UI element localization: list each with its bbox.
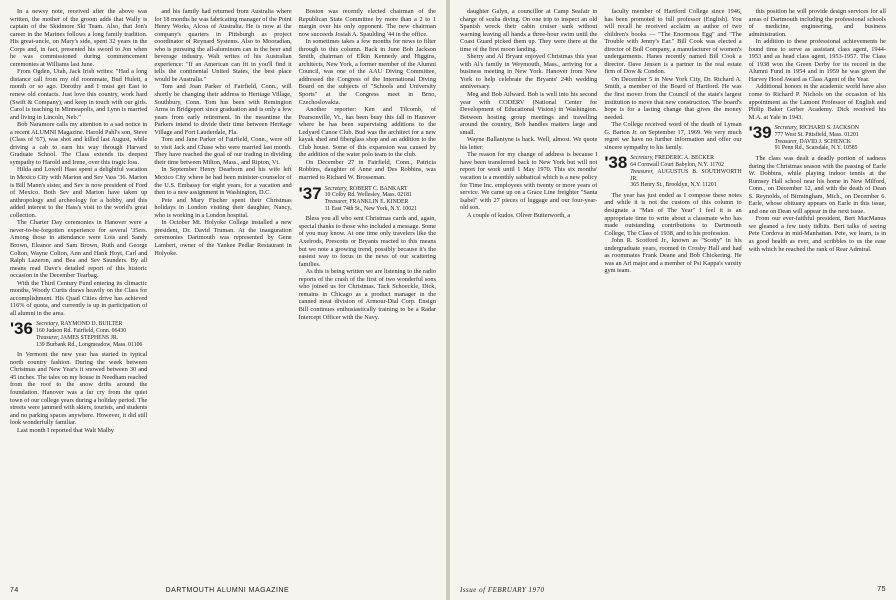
paragraph: The Charter Day ceremonies in Hanover were a never-to-be-forgotten experience for several '35ers. Among those in attendance were Lois and Sandy Brown, Eleanor and Sam Brown, Ruth and George Colton, Wayne Colton, Ann and Hank Hoyt, Carl and Ralph Lazeron, and Bea and Sev Saunders. By all means read Dave's detailed report of this historic occasion in the December Tearbag.	[10, 219, 148, 280]
paragraph: From our ever-faithful president, Bert MacManus we gleaned a few tasty tidbits. Bert talks of seeing Pete Cordova in mid-Manhattan. Pete, we learn, is in as good health as ever, and scribbles to us the ease with which he reached the rank of Rear Admiral.	[748, 215, 886, 253]
left-column-3	[299, 8, 436, 578]
class-heading-38	[604, 155, 741, 189]
class-officers: Secretary, FREDERIC A. BECKER 64 Cornwall Court Babylon, N.Y. 11702 Treasurer, AUGUSTUS B. SOUTHWORTH JR. 365 Henry St., Brooklyn, N.Y. 11201	[630, 155, 742, 189]
paragraph: A couple of kudos. Oliver Butterworth, a	[467, 211, 571, 219]
paragraph: Last month I reported that Walt Malby	[17, 426, 114, 434]
paragraph: faculty member of Hartford College since 1946, has been promoted to full professor (English). You will recall he received acclaim as author of two children's books — "The Enormous Egg" and "The Trouble with Jenny's Ear." Bill Cook was elected a director of Bull Company, a manufacturer of women's undergarments. Hanes recently named Bill Cook a director. Dave Jensen is a partner in the real estate firm of Dow & Condon.	[604, 8, 742, 76]
paragraph: The class was dealt a deadly portion of sadness during the Christmas season with the passing of Earle W. Dobbins, while playing indoor tennis at the Rumsey Hall school near his home in New Milford, Conn., on December 12, and with the death of Dean S. Reynolds, of Birmingham, Mich., on December 6. Earle, whose obituary appears on Earle in this issue, and one on Dean will appear in the next issue.	[748, 155, 886, 215]
left-columns	[10, 8, 436, 578]
paragraph: In Vermont the new year has started in typical north country fashion. During the week between Christmas and New Year's it snowed between 30 and 45 inches. The tales on my house in Needham reached from the roof to the snow drifts around the foundation. Hanover was a far cry from the quiet town of our college years during a holiday period. The streets were jammed with skiers, tourists, and students and no parking spaces anywhere. However, it did still look wonderfully familiar.	[10, 351, 148, 427]
treasurer-name: FRANKLIN E. KINDER	[349, 198, 409, 205]
paragraph: On December 5 in New York City, Dr. Richard A. Smith, a member of the Board of Hartford. He was the first mover from the Council of the state's largest institution to move that new construction. The board's hope is for a lasting change that gives the money needed.	[604, 75, 742, 121]
right-column-2	[604, 8, 741, 578]
paragraph: In September Henry Dearborn and his wife left Mexico City where he had been minister-counselor of the U.S. Embassy for eight years, for a vacation and then to a new assignment in Washington, D.C.	[154, 166, 292, 197]
right-column-1	[460, 8, 597, 578]
paragraph: Meg and Bob Ailward. Bob is well into his second year with CODERV (National Center for Development of Educational Vision) in Washington. Between hosting group meetings and travelling around the country, Bob handles matters large and small.	[460, 91, 598, 136]
paragraph: John R. Scotford Jr., known as "Scotty" in his undergraduate years, roomed in Crosby Hall and had as roommates Frank Deane and Bob Chickering. He was an Art major and a member of Psi Kappa's varsity gym team.	[604, 237, 742, 275]
paragraph: Additional honors in the academic world have also come to Richard P. Nichols on the occasion of his appointment as the Lamont Professor of English and Philip Baker Gerber Academy. Dick received his M.A. at Yale in 1943.	[748, 83, 886, 121]
treasurer-address: 91 Penn Rd., Scarsdale, N.Y. 10585	[774, 145, 858, 152]
paragraph: On December 27 in Fairfield, Conn., Patricia Robbins, daughter of Anne and Des Robbins, was married to Richard W. Brosseman.	[298, 158, 436, 182]
paragraph: Bob Naramore calls my attention to a sad notice in a recent ALUMNI Magazine. Harold Pahl's son, Steve (Class of '67), was shot and killed last August, while driving a cab to earn his way through Harvard Graduate School. The Class extends its deepest sympathy to Harold and Irene, over this tragic loss.	[10, 121, 148, 166]
class-year: '38	[604, 153, 628, 173]
class-year: '37	[298, 183, 322, 203]
class-officers: Secretary, RICHARD S. JACKSON 777 West St. Pittsfield, Mass. 01201 Treasurer, DAVID J. SCHENCK 91 Penn Rd., Scarsdale, N.Y. 10585	[774, 125, 859, 152]
treasurer-name: AUGUSTUS B. SOUTHWORTH JR.	[630, 168, 742, 182]
treasurer-address: 11 East 74th St., New York, N.Y. 10021	[324, 205, 417, 212]
left-footer	[10, 587, 436, 594]
paragraph: Pete and Mary Fischer spent their Christmas holidays in London visiting their daughter, Nancy, who is working in a London hospital.	[154, 196, 292, 219]
secretary-name: ROBERT C. BANKART	[349, 185, 408, 192]
paragraph: In October Mt. Holyoke College installed a new president, Dr. David Truman. At the inauguration ceremonies Dartmouth was represented by Gene Lambert, owner of the Yankee Pedlar Restaurant in Holyoke.	[154, 219, 292, 257]
treasurer-name: JAMES STEPHENS JR.	[60, 334, 119, 341]
left-column-1	[10, 8, 147, 578]
paragraph: and his family had returned from Australia where for 18 months he was fabricating manager of the Point Henry Works, Alcoa of Australia. He is now at the company's quarters in Pittsburgh as project coordinator of Reynard Systems. Also to Mooradian, who is pursuing the all-aluminum can in the beer and beverage industry. Walt writes of his Australian experience: "If an American can fit in you'll find it tells the continental United States, the best place would be Australia."	[154, 8, 292, 83]
left-page	[0, 0, 446, 600]
class-officers: Secretary, ROBERT C. BANKART 10 Colby Rd. Wellesley, Mass. 02181 Treasurer, FRANKLIN E. KINDER 11 East 74th St., New York, N.Y. 10021	[324, 185, 417, 212]
secretary-name: FREDERIC A. BECKER	[654, 155, 714, 162]
class-heading-36	[10, 321, 147, 348]
treasurer-name: DAVID J. SCHENCK	[799, 138, 851, 145]
secretary-address: 160 Judson Rd. Fairfield, Conn. 06430	[35, 328, 127, 335]
secretary-address: 777 West St. Pittsfield, Mass. 01201	[774, 131, 859, 138]
class-officers: Secretary, RAYMOND D. BUILTER 160 Judson Rd. Fairfield, Conn. 06430 Treasurer, JAMES STEPHENS JR. 139 Burbank Rd., Longmeadow, Mass. 01106	[35, 321, 143, 348]
paragraph: From Ogden, Utah, Jack Irish writes: "Had a long distance call from my old roommate, Bud Hulett, a month or so ago. Dorothy and I must get East to renew old contacts. Just love this country, work hard (Swift & Company), and keep in touch with our girls. Carol is teaching in Minneapolis, and Lynn is married and living in Lincoln, Neb."	[10, 68, 148, 121]
magazine-title: DARTMOUTH ALUMNI MAGAZINE	[165, 587, 290, 594]
secretary-address: 10 Colby Rd. Wellesley, Mass. 02181	[324, 192, 412, 199]
right-column-3	[749, 8, 886, 578]
paragraph: Bless you all who sent Christmas cards and, again, special thanks to those who included a message. Some of you may know. At one time only travelers like the Axelrods, Prescotts or Bryants reacted to this means but we note a growing trend, possibly because it's the easiest way to focus in the news of our scattering families.	[298, 215, 436, 268]
paragraph: Another reporter: Ken and Tilcomb, of Pearsonville, Vt., has been busy this fall in Hanover where he has been supervising additions to the Ledyard Canoe Club. Bud was the architect for a new kayak shed and fiberglass shop and an addition to the Club house. Some of this expansion was caused by the addition of the water polo team to the club.	[298, 106, 436, 159]
right-page	[450, 0, 896, 600]
treasurer-address: 365 Henry St., Brooklyn, N.Y. 11201	[630, 182, 717, 189]
secretary-name: RAYMOND D. BUILTER	[60, 321, 123, 328]
page-number: 74	[10, 587, 19, 594]
paragraph: Tom and Jane Parker of Fairfield, Conn., were off to visit Jack and Chase who were married last month. They have reached the goal of our trading in dividing their time between Milton, Mass., and Ripton, Vt.	[154, 136, 292, 166]
paragraph: In addition to these professional achievements he found time to serve as assistant class agent, 1944-1953 and as head class agent, 1953-1957. The Class of 1938 won the Green Derby for its record in the Alumni Fund in 1954 and in 1959 he was given the Harvey Hood Award as Class Agent of the Year.	[748, 38, 886, 83]
class-year: '39	[748, 123, 772, 143]
secretary-name: RICHARD S. JACKSON	[799, 125, 859, 132]
class-heading-39	[749, 125, 886, 152]
left-column-2	[154, 8, 291, 578]
class-year: '36	[10, 319, 33, 339]
paragraph: The year has just ended as I compose these notes and while it is not the custom of this column to designate a "Man of The Year" I feel it is an appropriate time to write about a classmate who has made outstanding contributions to Dartmouth College, The Class of 1938, and to his profession.	[604, 191, 742, 237]
paragraph: As this is being written we are listening to the radio reports of the crash of the first of two wonderful sons who joined us for Christmas. Tack Schoeckle, Dick, remains in Chicago as a product manager in the canned meat division of Armour-Dial Corp. Ensign Bill continues enthusiastically training to be a Radar Intercept Officer with the Navy.	[298, 268, 436, 321]
paragraph: this position he will provide design services for all areas of Dartmouth including the professional schools of medicine, engineering, and business administration.	[748, 8, 886, 38]
page-number: 75	[877, 586, 886, 593]
treasurer-address: 139 Burbank Rd., Longmeadow, Mass. 01106	[35, 341, 143, 348]
paragraph: Tom and Joan Parker of Fairfield, Conn., will shortly be changing their address to Heritage Village, Southbury, Conn. Tom has been with Remington Arms in Bridgeport since graduation and is only a few years from early retirement. In the meantime the Parkers intend to divide their time between Heritage Village and Fort Lauderdale, Fla.	[154, 83, 292, 136]
paragraph: daughter Galyn, a councillor at Camp Seafair in charge of scuba diving. On one trip to inspect an old Spanish wreck their cabin cruiser sank without warning leaving all hands a three-hour swim until the Coast Guard picked them up. They were there at the time of the first moon landing.	[460, 8, 598, 53]
paragraph: In a newsy note, received after the above was written, the mother of the groom adds that Wally is captain of the Skidmore Ski Team. Also, that Jon's career in the Marines follows a long family tradition. His great-uncle, on Mary's side, spent 32 years in the Corps and, in fact, presented his sword to Jon when he was commissioned during commencement ceremonies at Williams last June.	[10, 8, 148, 68]
secretary-address: 64 Cornwall Court Babylon, N.Y. 11702	[630, 162, 724, 169]
paragraph: The College received word of the death of Lyman G. Barton Jr. on September 17, 1969. We very much regret we have no further information and offer our sincere sympathy to his family.	[604, 121, 742, 151]
paragraph: Boston was recently elected chairman of the Republican State Committee by more than a 2 to 1 margin over his only opponent. The new chairman now succeeds Josiah A. Spaulding '44 in the office.	[298, 8, 436, 38]
paragraph: The reason for my change of address is because I have been transferred back to New York but will not report for work until 1 May 1970. This six months' vacation is a monthly sabbatical which is a new policy for Time Inc. employees with twenty or more years of service. We came up on a Grace Line freighter "Santa Isabel" with 27 pieces of luggage and our four-year-old son.	[460, 151, 598, 212]
paragraph: Wayne Ballantyne is back. Well, almost. We quote his letter:	[460, 136, 598, 151]
right-columns	[460, 8, 886, 578]
right-footer	[460, 586, 886, 594]
issue-date: Issue of FEBRUARY 1970	[460, 586, 545, 594]
paragraph: Hilda and Lowell Hass spent a delightful vacation in Mexico City with Marion and Sev Vass '36. Marion is Bill Mann's sister, and Sev is now president of Ford of Mexico. Both Sev and Marion have taken up anthropology and archeology for a hobby, and this added interest to the Hass's visit to the world's great collection.	[10, 166, 148, 219]
paragraph: With the Third Century Fund entering its climactic months, Woody Curtis draws heavily on the Class for accomplishment. His Quad Cities drive has achieved 116% of quota, and currently is up in participation of all alumni in the area.	[10, 279, 148, 317]
paragraph: In sometimes takes a few months for news to filter through to this column. Back in June Bob Jackson Smith, chairman of Elkin Kennedy and Higgins, architects, New York, a former member of the Alumni Council, was one of the AAU Diving Committee, addressed the Congress of the International Diving Board on the subjects of "Schools and University Sports" at the Congress meet in Brno, Czechoslovakia.	[298, 38, 436, 106]
class-heading-37	[298, 183, 436, 213]
paragraph: Sherry and Al Bryant enjoyed Christmas this year with Al's family in Weymouth, Mass., arriving for a business meeting in New York. Hanover from New York to help celebrate the Bryants' 24th wedding anniversary.	[460, 53, 598, 91]
